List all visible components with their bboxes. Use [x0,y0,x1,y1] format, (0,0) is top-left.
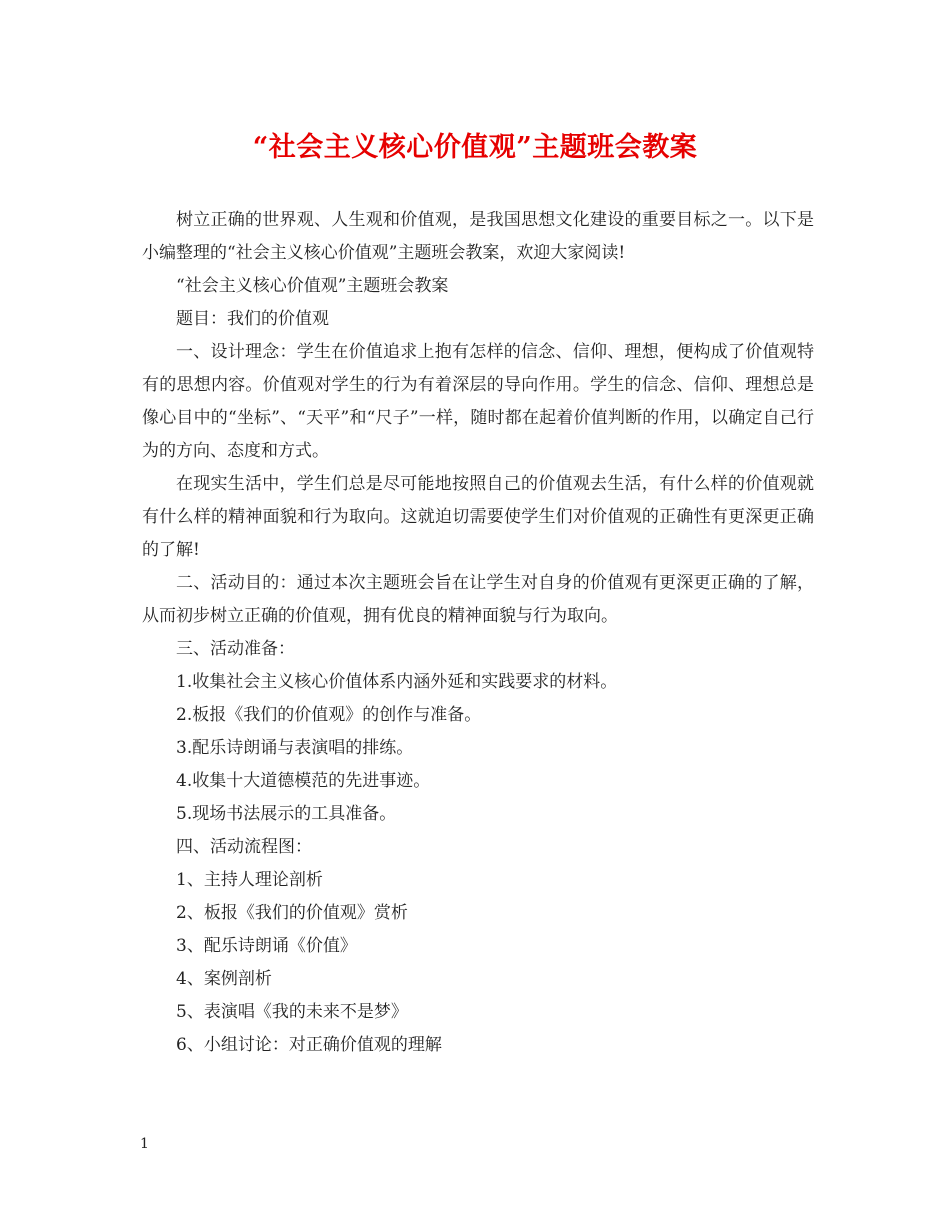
paragraph-topic: 题目：我们的价值观 [176,309,329,329]
paragraph-preparation-heading: 三、活动准备： [176,639,295,659]
paragraph-real-life: 在现实生活中，学生们总是尽可能地按照自己的价值观去生活，有什么样的价值观就有什么样的精神面貌和行为取向。这就迫切需要使学生们对价值观的正确性有更深更正确的了解! [142,474,814,560]
list-item: 5、表演唱《我的未来不是梦》 [176,1002,408,1022]
paragraph-activity-goal: 二、活动目的：通过本次主题班会旨在让学生对自身的价值观有更深更正确的了解，从而初步树立正确的价值观，拥有优良的精神面貌与行为取向。 [142,573,814,626]
paragraph-subtitle: “社会主义核心价值观”主题班会教案 [176,276,449,296]
list-item: 2、板报《我们的价值观》赏析 [176,903,408,923]
list-item: 3、配乐诗朗诵《价值》 [176,936,357,956]
paragraph-intro: 树立正确的世界观、人生观和价值观，是我国思想文化建设的重要目标之一。以下是小编整理的“社会主义核心价值观”主题班会教案，欢迎大家阅读! [142,210,814,263]
list-item: 6、小组讨论：对正确价值观的理解 [176,1035,442,1055]
list-item: 3.配乐诗朗诵与表演唱的排练。 [176,738,414,758]
list-item: 1、主持人理论剖析 [176,870,323,890]
page-number: 1 [140,1136,149,1152]
paragraph-design-concept: 一、设计理念：学生在价值追求上抱有怎样的信念、信仰、理想，便构成了价值观特有的思想内容。价值观对学生的行为有着深层的导向作用。学生的信念、信仰、理想总是像心目中的“坐标”、“天平”和“尺子”一样，随时都在起着价值判断的作用，以确定自己行为的方向、态度和方式。 [142,342,814,461]
list-item: 1.收集社会主义核心价值体系内涵外延和实践要求的材料。 [176,672,618,692]
list-item: 4.收集十大道德模范的先进事迹。 [176,771,431,791]
document-title: “社会主义核心价值观”主题班会教案 [252,132,698,163]
paragraph-flow-heading: 四、活动流程图： [176,837,312,857]
list-item: 2.板报《我们的价值观》的创作与准备。 [176,705,482,725]
list-item: 4、案例剖析 [176,969,272,989]
list-item: 5.现场书法展示的工具准备。 [176,804,397,824]
document-body [142,204,814,1062]
